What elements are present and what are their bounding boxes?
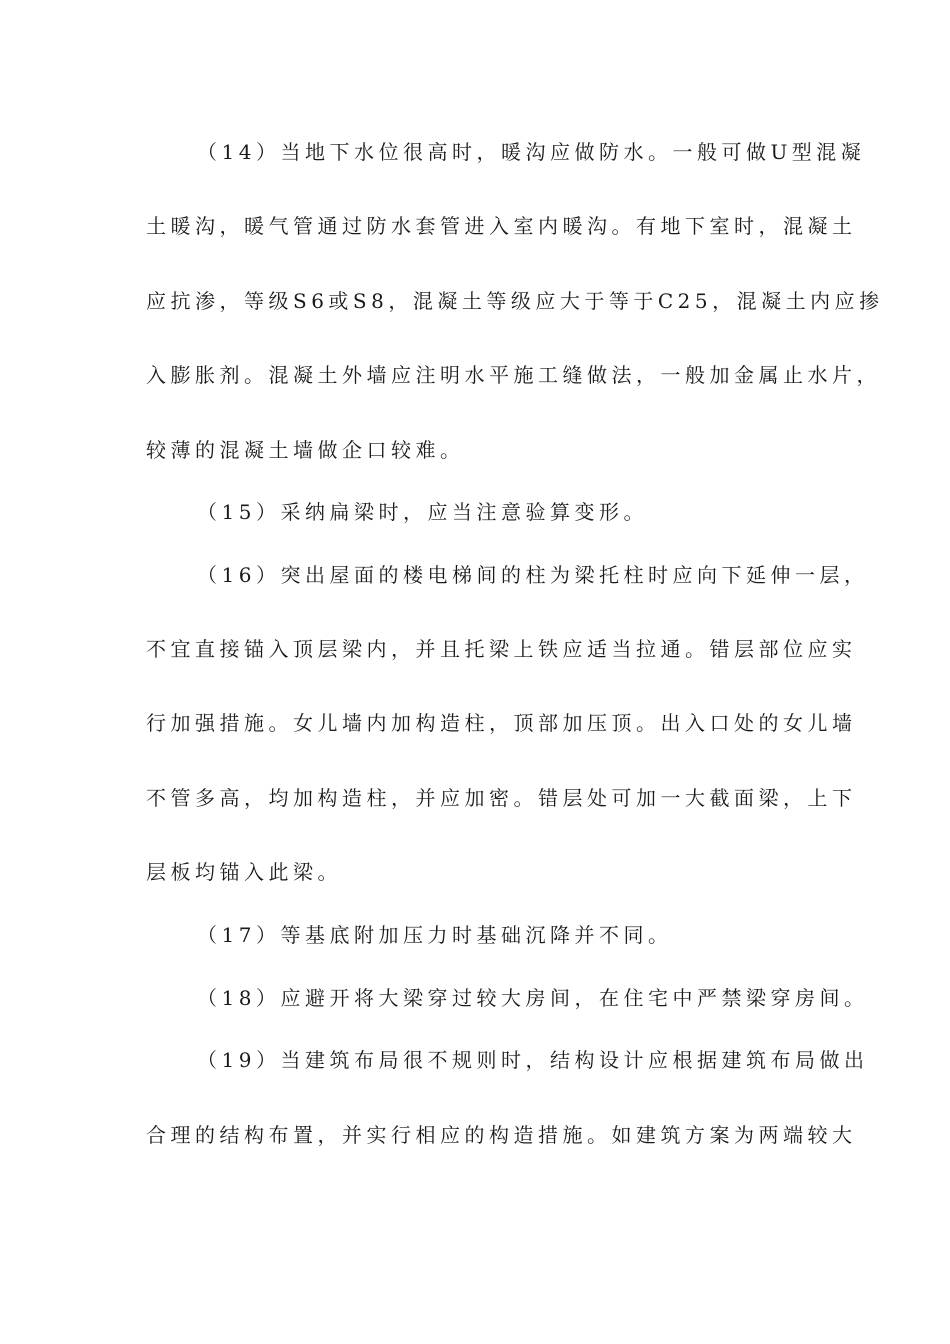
text-line-15: 合理的结构布置，并实行相应的构造措施。如建筑方案为两端较大 — [146, 1123, 857, 1147]
text-line-8: 不宜直接锚入顶层梁内，并且托梁上铁应适当拉通。错层部位应实 — [146, 637, 857, 661]
text-line-11: 层板均锚入此梁。 — [146, 860, 342, 884]
text-line-9: 行加强措施。女儿墙内加构造柱，顶部加压顶。出入口处的女儿墙 — [146, 711, 857, 735]
text-line-13: （18）应避开将大梁穿过较大房间，在住宅中严禁梁穿房间。 — [197, 986, 869, 1010]
text-line-7: （16）突出屋面的楼电梯间的柱为梁托柱时应向下延伸一层， — [197, 563, 869, 587]
text-line-14: （19）当建筑布局很不规则时，结构设计应根据建筑布局做出 — [197, 1048, 869, 1072]
text-line-12: （17）等基底附加压力时基础沉降并不同。 — [197, 923, 673, 947]
text-line-1: （14）当地下水位很高时，暖沟应做防水。一般可做U型混凝 — [197, 140, 866, 164]
text-line-5: 较薄的混凝土墙做企口较难。 — [146, 438, 465, 462]
text-line-4: 入膨胀剂。混凝土外墙应注明水平施工缝做法，一般加金属止水片， — [146, 363, 881, 387]
text-line-6: （15）采纳扁梁时，应当注意验算变形。 — [197, 500, 648, 524]
text-line-10: 不管多高，均加构造柱，并应加密。错层处可加一大截面梁，上下 — [146, 786, 857, 810]
text-line-2: 土暖沟，暖气管通过防水套管进入室内暖沟。有地下室时，混凝土 — [146, 214, 857, 238]
text-line-3: 应抗渗，等级S6或S8，混凝土等级应大于等于C25，混凝土内应掺 — [146, 289, 884, 313]
